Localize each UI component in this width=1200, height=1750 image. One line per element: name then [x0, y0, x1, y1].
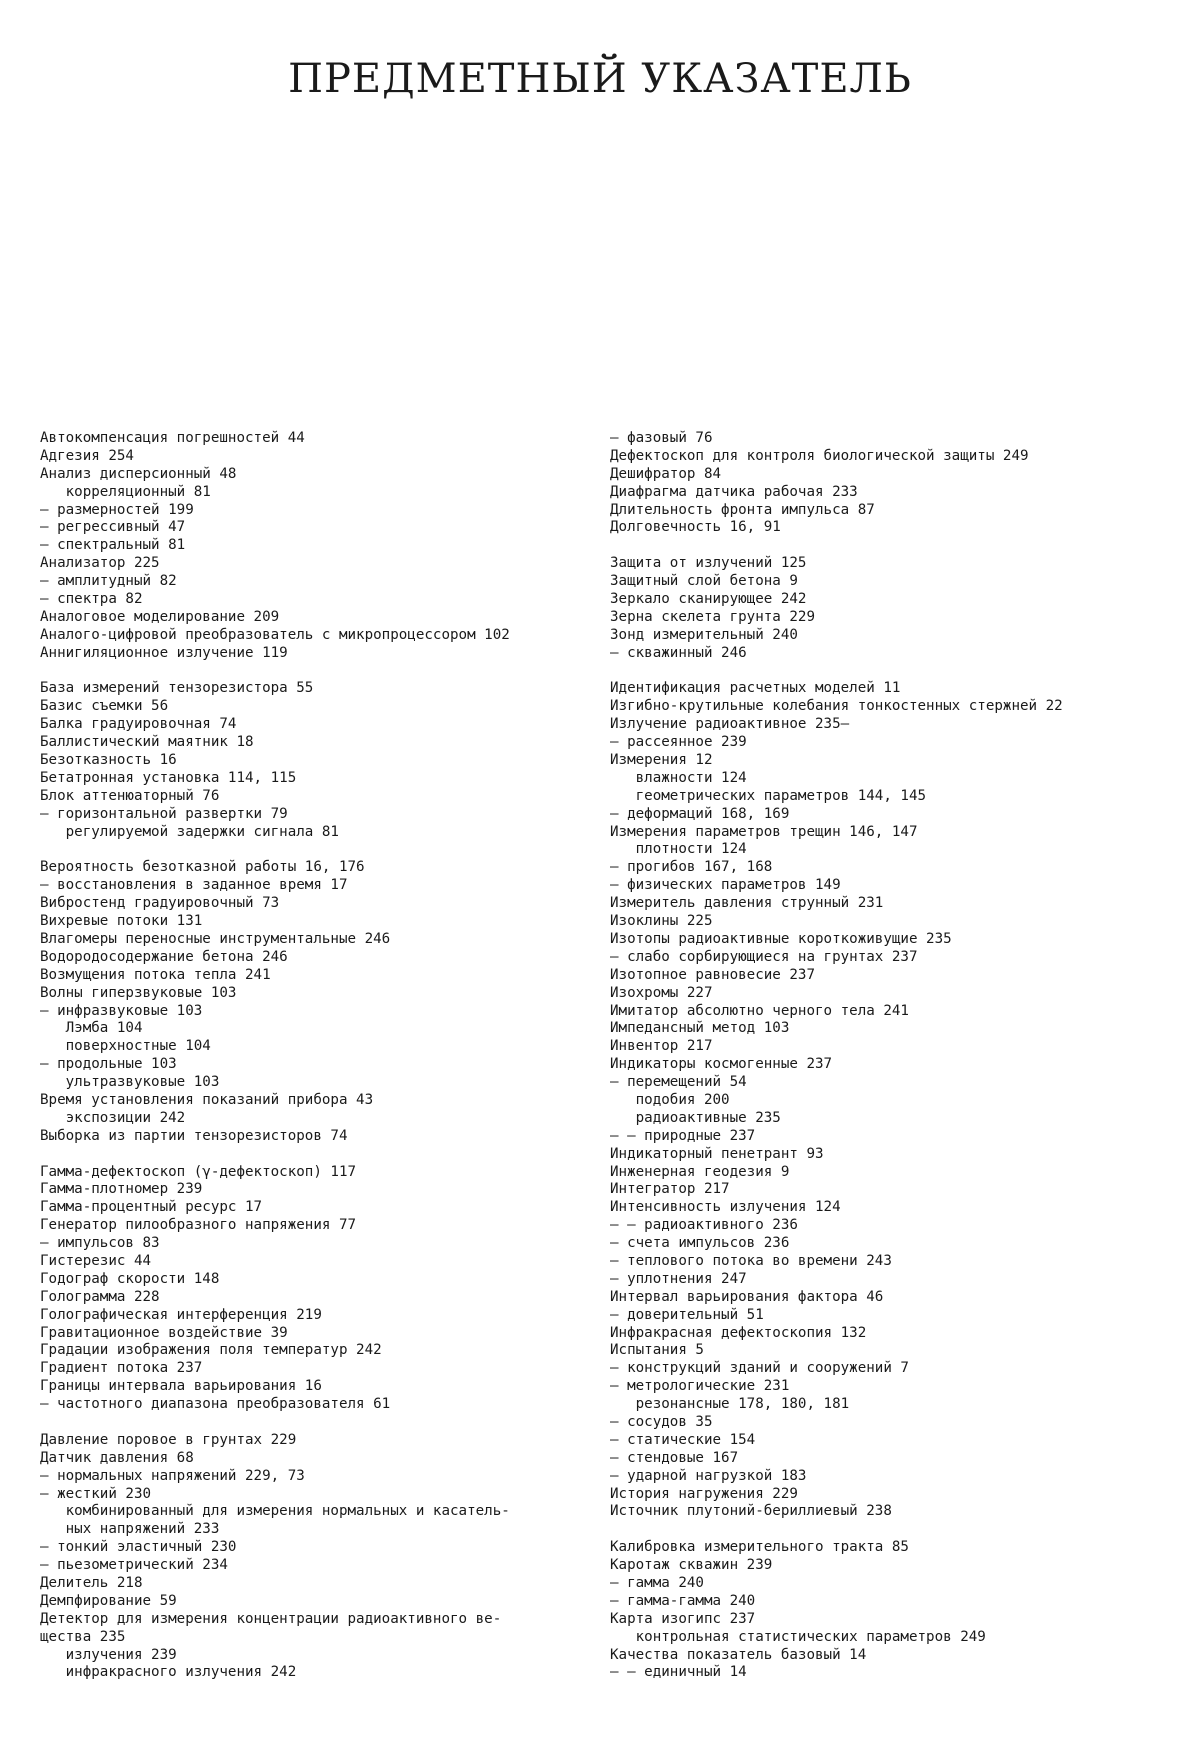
index-entry: Гравитационное воздействие 39 [40, 1324, 288, 1341]
index-entry: Зеркало сканирующее 242 [610, 591, 807, 608]
page-title: ПРЕДМЕТНЫЙ УКАЗАТЕЛЬ [288, 56, 912, 102]
index-entry: поверхностные 104 [40, 1038, 211, 1055]
index-entry: — прогибов 167, 168 [610, 859, 773, 876]
index-entry: База измерений тензорезистора 55 [40, 680, 314, 697]
index-entry: геометрических параметров 144, 145 [610, 787, 927, 804]
index-entry: Изотопы радиоактивные короткоживущие 235 [610, 930, 952, 947]
index-entry: Градации изображения поля температур 242 [40, 1342, 382, 1359]
section-gap [40, 1414, 600, 1432]
index-entry: Излучение радиоактивное 235— [610, 716, 850, 733]
index-entry: Долговечность 16, 91 [610, 519, 781, 536]
index-entry: Градиент потока 237 [40, 1360, 203, 1377]
index-entry: Автокомпенсация погрешностей 44 [40, 430, 305, 446]
index-entry: — спектральный 81 [40, 537, 186, 554]
index-entry: Возмущения потока тепла 241 [40, 966, 271, 983]
index-entry: Вибростенд градуировочный 73 [40, 895, 280, 912]
index-entry: — инфразвуковые 103 [40, 1002, 203, 1019]
index-entry: Время установления показаний прибора 43 [40, 1091, 374, 1108]
index-entry: — скважинный 246 [610, 644, 747, 661]
index-entry: Аннигиляционное излучение 119 [40, 644, 288, 661]
index-entry: Испытания 5 [610, 1342, 704, 1359]
index-entry: Гамма-процентный ресурс 17 [40, 1199, 263, 1216]
index-entry: — метрологические 231 [610, 1378, 790, 1395]
index-entry: Давление поровое в грунтах 229 [40, 1431, 297, 1448]
index-entry: инфракрасного излучения 242 [40, 1664, 297, 1681]
index-entry: — сосудов 35 [610, 1413, 713, 1430]
index-entry: — размерностей 199 [40, 501, 194, 518]
index-entry: Делитель 218 [40, 1575, 143, 1591]
index-entry: История нагружения 229 [610, 1485, 798, 1502]
index-entry: Выборка из партии тензорезисторов 74 [40, 1127, 348, 1144]
section-gap [610, 1521, 1180, 1539]
index-entry: плотности 124 [610, 841, 747, 858]
index-entry: Инженерная геодезия 9 [610, 1163, 790, 1180]
index-entry: — стендовые 167 [610, 1449, 739, 1466]
index-entry: Измеритель давления струнный 231 [610, 895, 884, 912]
index-entry: Индикаторный пенетрант 93 [610, 1145, 824, 1162]
index-entry: экспозиции 242 [40, 1109, 186, 1126]
index-entry: Генератор пилообразного напряжения 77 [40, 1217, 357, 1234]
index-entry: Датчик давления 68 [40, 1449, 194, 1466]
index-entry: Идентификация расчетных моделей 11 [610, 680, 901, 697]
index-entry: — ударной нагрузкой 183 [610, 1467, 807, 1484]
index-entry: — нормальных напряжений 229, 73 [40, 1467, 305, 1484]
index-entry: Инвентор 217 [610, 1038, 713, 1055]
index-entry: Аналоговое моделирование 209 [40, 608, 280, 625]
index-entry: Водородосодержание бетона 246 [40, 948, 288, 965]
index-entry: Измерения 12 [610, 752, 713, 769]
index-entry: щества 235 [40, 1628, 126, 1645]
index-entry: влажности 124 [610, 769, 747, 786]
index-entry: Блок аттенюаторный 76 [40, 787, 220, 804]
index-entry: Диафрагма датчика рабочая 233 [610, 483, 858, 500]
index-entry: — счета импульсов 236 [610, 1235, 790, 1252]
index-entry: Калибровка измерительного тракта 85 [610, 1539, 909, 1556]
index-entry: — импульсов 83 [40, 1235, 160, 1252]
index-entry: Баллистический маятник 18 [40, 734, 254, 751]
index-entry: Индикаторы космогенные 237 [610, 1056, 833, 1073]
index-entry: подобия 200 [610, 1091, 730, 1108]
index-entry: Защитный слой бетона 9 [610, 573, 798, 590]
index-entry: — теплового потока во времени 243 [610, 1252, 892, 1269]
index-entry: регулируемой задержки сигнала 81 [40, 823, 339, 840]
index-entry: — гамма 240 [610, 1575, 704, 1591]
index-entry: Гамма-дефектоскоп (γ-дефектоскоп) 117 [40, 1163, 357, 1180]
index-entry: Детектор для измерения концентрации радиоактивного ве- [40, 1610, 502, 1627]
index-entry: Интервал варьирования фактора 46 [610, 1288, 884, 1305]
index-entry: Границы интервала варьирования 16 [40, 1378, 322, 1395]
index-column-left [40, 430, 600, 1682]
index-entry: Интенсивность излучения 124 [610, 1199, 841, 1216]
index-entry: Бетатронная установка 114, 115 [40, 769, 297, 786]
index-entry: Балка градуировочная 74 [40, 716, 237, 733]
index-entry: Гистерезис 44 [40, 1252, 152, 1269]
index-entry: Длительность фронта импульса 87 [610, 501, 875, 518]
index-entry: — жесткий 230 [40, 1485, 152, 1502]
index-entry: Влагомеры переносные инструментальные 246 [40, 930, 391, 947]
index-entry: Защита от излучений 125 [610, 555, 807, 572]
index-entry: Анализ дисперсионный 48 [40, 465, 237, 482]
index-entry: Изохромы 227 [610, 984, 713, 1001]
index-entry: — конструкций зданий и сооружений 7 [610, 1360, 909, 1377]
index-entry: Импедансный метод 103 [610, 1020, 790, 1037]
index-entry: Интегратор 217 [610, 1181, 730, 1198]
index-entry: Базис съемки 56 [40, 698, 169, 715]
index-entry: резонансные 178, 180, 181 [610, 1396, 850, 1413]
index-entry: — доверительный 51 [610, 1306, 764, 1323]
index-entry: ультразвуковые 103 [40, 1074, 220, 1091]
index-entry: радиоактивные 235 [610, 1109, 781, 1126]
index-entry: Анализатор 225 [40, 555, 160, 572]
index-entry: Зерна скелета грунта 229 [610, 608, 815, 625]
index-entry: — регрессивный 47 [40, 519, 186, 536]
index-entry: Гамма-плотномер 239 [40, 1181, 203, 1198]
index-entry: Источник плутоний-бериллиевый 238 [610, 1503, 892, 1520]
index-entry: Адгезия 254 [40, 447, 134, 464]
index-entry: Годограф скорости 148 [40, 1270, 220, 1287]
index-entry: Инфракрасная дефектоскопия 132 [610, 1324, 867, 1341]
index-entry: — уплотнения 247 [610, 1270, 747, 1287]
index-entry: Имитатор абсолютно черного тела 241 [610, 1002, 909, 1019]
index-column-right [610, 430, 1180, 1682]
index-entry: Безотказность 16 [40, 752, 177, 769]
index-entry: — гамма-гамма 240 [610, 1592, 756, 1609]
index-entry: — восстановления в заданное время 17 [40, 877, 348, 894]
section-gap [40, 663, 600, 681]
index-entry: Качества показатель базовый 14 [610, 1646, 867, 1663]
index-entry: — перемещений 54 [610, 1074, 747, 1091]
index-entry: — амплитудный 82 [40, 573, 177, 590]
index-entry: — — природные 237 [610, 1127, 756, 1144]
index-entry: — физических параметров 149 [610, 877, 841, 894]
index-entry: Карта изогипс 237 [610, 1610, 756, 1627]
index-entry: Голографическая интерференция 219 [40, 1306, 322, 1323]
index-entry: — — единичный 14 [610, 1664, 747, 1681]
index-entry: контрольная статистических параметров 249 [610, 1628, 986, 1645]
index-entry: Дешифратор 84 [610, 465, 722, 482]
index-entry: корреляционный 81 [40, 483, 211, 500]
index-entry: Каротаж скважин 239 [610, 1557, 773, 1574]
section-gap [610, 537, 1180, 555]
index-entry: — статические 154 [610, 1431, 756, 1448]
index-entry: Изоклины 225 [610, 913, 713, 930]
index-entry: Аналого-цифровой преобразователь с микропроцессором 102 [40, 626, 510, 643]
section-gap [40, 1146, 600, 1164]
index-entry: — тонкий эластичный 230 [40, 1539, 237, 1556]
section-gap [610, 663, 1180, 681]
index-entry: — горизонтальной развертки 79 [40, 805, 288, 822]
section-gap [40, 841, 600, 859]
index-entry: Изотопное равновесие 237 [610, 966, 815, 983]
index-entry: Вероятность безотказной работы 16, 176 [40, 859, 365, 876]
index-entry: — продольные 103 [40, 1056, 177, 1073]
index-entry: Дефектоскоп для контроля биологической защиты 249 [610, 447, 1029, 464]
index-entry: ных напряжений 233 [40, 1521, 220, 1538]
index-entry: — — радиоактивного 236 [610, 1217, 798, 1234]
index-entry: — фазовый 76 [610, 430, 713, 446]
index-entry: Вихревые потоки 131 [40, 913, 203, 930]
index-entry: — спектра 82 [40, 591, 143, 608]
index-entry: Демпфирование 59 [40, 1592, 177, 1609]
index-entry: Волны гиперзвуковые 103 [40, 984, 237, 1001]
index-entry: Зонд измерительный 240 [610, 626, 798, 643]
index-entry: излучения 239 [40, 1646, 177, 1663]
index-entry: Изгибно-крутильные колебания тонкостенных стержней 22 [610, 698, 1063, 715]
index-entry: Измерения параметров трещин 146, 147 [610, 823, 918, 840]
index-entry: — рассеянное 239 [610, 734, 747, 751]
index-entry: — слабо сорбирующиеся на грунтах 237 [610, 948, 918, 965]
index-entry: Голограмма 228 [40, 1288, 160, 1305]
index-entry: — деформаций 168, 169 [610, 805, 790, 822]
index-entry: — частотного диапазона преобразователя 61 [40, 1396, 391, 1413]
index-entry: комбинированный для измерения нормальных и касатель- [40, 1503, 510, 1520]
index-entry: Лэмба 104 [40, 1020, 143, 1037]
index-entry: — пьезометрический 234 [40, 1557, 228, 1574]
